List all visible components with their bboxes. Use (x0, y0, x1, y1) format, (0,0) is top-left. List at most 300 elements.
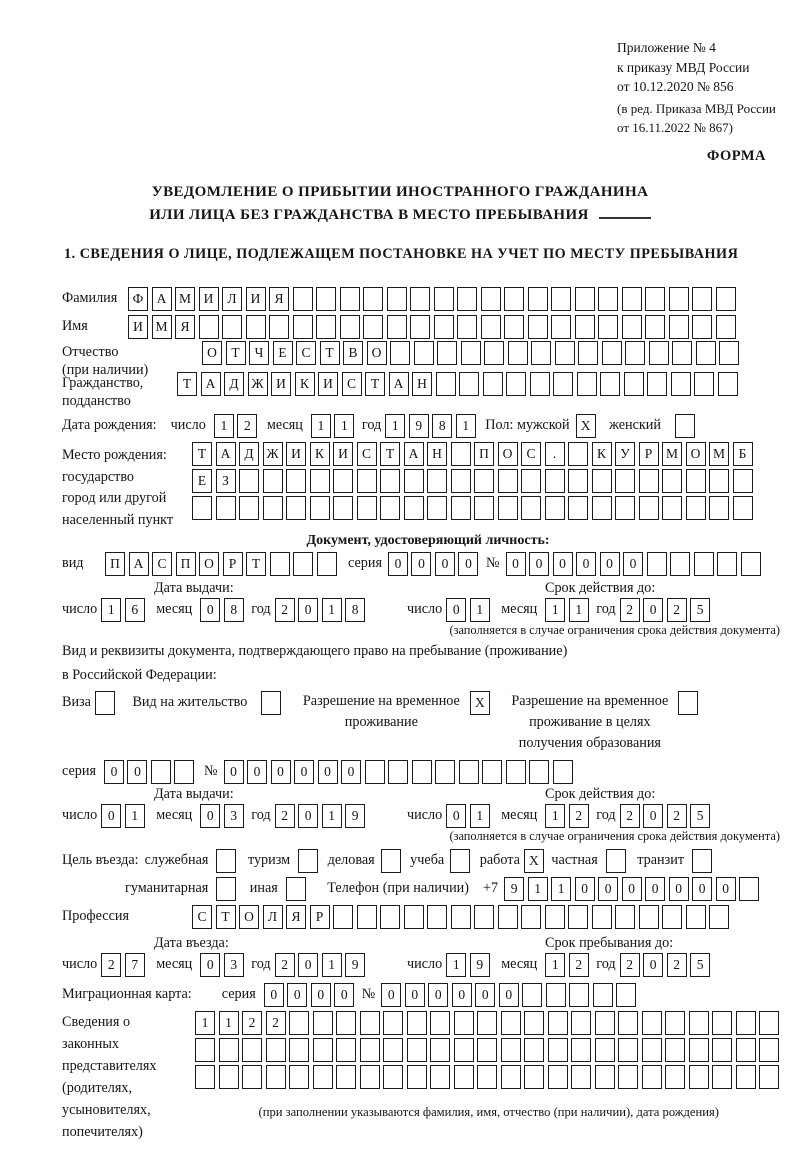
char-cell[interactable]: О (202, 341, 222, 365)
char-cell[interactable]: А (389, 372, 409, 396)
char-cell[interactable]: П (105, 552, 125, 576)
char-cell[interactable] (313, 1038, 333, 1062)
char-cell[interactable]: 2 (569, 804, 589, 828)
char-cell[interactable]: Т (246, 552, 266, 576)
char-cell[interactable]: X (524, 849, 544, 873)
char-cell[interactable]: И (333, 442, 353, 466)
char-cell[interactable]: О (367, 341, 387, 365)
char-cell[interactable] (430, 1011, 450, 1035)
char-cell[interactable]: 0 (446, 804, 466, 828)
char-cell[interactable] (317, 552, 337, 576)
char-cell[interactable]: 1 (101, 598, 121, 622)
char-cell[interactable]: 0 (499, 983, 519, 1007)
char-cell[interactable] (336, 1038, 356, 1062)
char-cell[interactable] (501, 1065, 521, 1089)
char-cell[interactable] (568, 905, 588, 929)
char-cell[interactable]: 2 (667, 804, 687, 828)
char-cell[interactable] (434, 315, 454, 339)
char-cell[interactable]: 1 (446, 953, 466, 977)
char-cell[interactable] (571, 1011, 591, 1035)
char-cell[interactable] (336, 1011, 356, 1035)
char-cell[interactable] (649, 341, 669, 365)
char-cell[interactable] (313, 1011, 333, 1035)
char-cell[interactable] (404, 905, 424, 929)
char-cell[interactable] (709, 469, 729, 493)
char-cell[interactable] (568, 469, 588, 493)
char-cell[interactable] (622, 315, 642, 339)
char-cell[interactable] (575, 287, 595, 311)
char-cell[interactable] (310, 469, 330, 493)
char-cell[interactable]: Я (269, 287, 289, 311)
char-cell[interactable]: 0 (553, 552, 573, 576)
char-cell[interactable]: 2 (237, 414, 257, 438)
char-cell[interactable]: 1 (195, 1011, 215, 1035)
char-cell[interactable] (459, 760, 479, 784)
char-cell[interactable] (289, 1065, 309, 1089)
char-cell[interactable] (665, 1065, 685, 1089)
char-cell[interactable] (437, 341, 457, 365)
char-cell[interactable] (293, 552, 313, 576)
char-cell[interactable] (545, 905, 565, 929)
char-cell[interactable] (645, 287, 665, 311)
char-cell[interactable]: О (199, 552, 219, 576)
char-cell[interactable] (363, 287, 383, 311)
char-cell[interactable] (709, 905, 729, 929)
char-cell[interactable]: Л (263, 905, 283, 929)
char-cell[interactable] (639, 496, 659, 520)
char-cell[interactable]: Ж (263, 442, 283, 466)
char-cell[interactable]: К (592, 442, 612, 466)
char-cell[interactable] (387, 287, 407, 311)
char-cell[interactable]: 0 (622, 877, 642, 901)
char-cell[interactable] (665, 1011, 685, 1035)
char-cell[interactable] (242, 1038, 262, 1062)
char-cell[interactable] (712, 1038, 732, 1062)
char-cell[interactable] (736, 1011, 756, 1035)
char-cell[interactable]: С (192, 905, 212, 929)
char-cell[interactable] (363, 315, 383, 339)
char-cell[interactable] (689, 1065, 709, 1089)
char-cell[interactable] (459, 372, 479, 396)
char-cell[interactable] (592, 469, 612, 493)
char-cell[interactable]: А (152, 287, 172, 311)
char-cell[interactable]: Т (380, 442, 400, 466)
char-cell[interactable] (427, 496, 447, 520)
char-cell[interactable]: М (175, 287, 195, 311)
char-cell[interactable]: 9 (345, 953, 365, 977)
char-cell[interactable]: 1 (385, 414, 405, 438)
char-cell[interactable] (571, 1065, 591, 1089)
char-cell[interactable] (718, 372, 738, 396)
char-cell[interactable]: 0 (381, 983, 401, 1007)
char-cell[interactable] (477, 1038, 497, 1062)
char-cell[interactable] (616, 983, 636, 1007)
char-cell[interactable]: П (474, 442, 494, 466)
char-cell[interactable] (733, 496, 753, 520)
char-cell[interactable] (618, 1011, 638, 1035)
char-cell[interactable]: 0 (341, 760, 361, 784)
char-cell[interactable] (451, 442, 471, 466)
char-cell[interactable] (528, 315, 548, 339)
char-cell[interactable] (553, 760, 573, 784)
char-cell[interactable] (669, 315, 689, 339)
char-cell[interactable] (357, 469, 377, 493)
char-cell[interactable] (427, 469, 447, 493)
char-cell[interactable] (719, 341, 739, 365)
char-cell[interactable] (474, 496, 494, 520)
char-cell[interactable]: 2 (266, 1011, 286, 1035)
char-cell[interactable]: Т (216, 905, 236, 929)
char-cell[interactable] (289, 1038, 309, 1062)
char-cell[interactable] (521, 469, 541, 493)
char-cell[interactable] (174, 760, 194, 784)
char-cell[interactable]: С (357, 442, 377, 466)
char-cell[interactable]: 1 (551, 877, 571, 901)
char-cell[interactable] (694, 372, 714, 396)
char-cell[interactable]: 2 (667, 598, 687, 622)
char-cell[interactable]: И (246, 287, 266, 311)
char-cell[interactable]: Л (222, 287, 242, 311)
char-cell[interactable] (410, 287, 430, 311)
char-cell[interactable] (524, 1038, 544, 1062)
char-cell[interactable] (568, 442, 588, 466)
char-cell[interactable] (577, 372, 597, 396)
char-cell[interactable] (239, 469, 259, 493)
char-cell[interactable]: 0 (101, 804, 121, 828)
char-cell[interactable] (595, 1038, 615, 1062)
char-cell[interactable] (689, 1011, 709, 1035)
char-cell[interactable] (625, 341, 645, 365)
char-cell[interactable] (269, 315, 289, 339)
char-cell[interactable] (313, 1065, 333, 1089)
char-cell[interactable] (333, 469, 353, 493)
char-cell[interactable] (404, 496, 424, 520)
char-cell[interactable]: Р (639, 442, 659, 466)
char-cell[interactable] (639, 905, 659, 929)
char-cell[interactable] (686, 905, 706, 929)
char-cell[interactable]: 2 (620, 598, 640, 622)
char-cell[interactable] (545, 496, 565, 520)
char-cell[interactable]: В (343, 341, 363, 365)
char-cell[interactable]: И (318, 372, 338, 396)
char-cell[interactable] (647, 372, 667, 396)
char-cell[interactable]: К (310, 442, 330, 466)
char-cell[interactable]: 0 (716, 877, 736, 901)
char-cell[interactable]: И (199, 287, 219, 311)
char-cell[interactable] (548, 1038, 568, 1062)
char-cell[interactable]: 1 (322, 598, 342, 622)
char-cell[interactable]: 0 (411, 552, 431, 576)
char-cell[interactable] (434, 287, 454, 311)
char-cell[interactable] (365, 760, 385, 784)
char-cell[interactable] (454, 1038, 474, 1062)
char-cell[interactable]: 0 (598, 877, 618, 901)
char-cell[interactable] (239, 496, 259, 520)
char-cell[interactable] (427, 905, 447, 929)
char-cell[interactable] (450, 849, 470, 873)
char-cell[interactable] (477, 1011, 497, 1035)
char-cell[interactable]: 0 (692, 877, 712, 901)
char-cell[interactable] (672, 341, 692, 365)
char-cell[interactable] (689, 1038, 709, 1062)
char-cell[interactable] (195, 1065, 215, 1089)
char-cell[interactable]: Н (412, 372, 432, 396)
char-cell[interactable]: 2 (667, 953, 687, 977)
char-cell[interactable]: 1 (545, 598, 565, 622)
char-cell[interactable]: 8 (345, 598, 365, 622)
char-cell[interactable] (484, 341, 504, 365)
char-cell[interactable] (451, 469, 471, 493)
char-cell[interactable]: 0 (271, 760, 291, 784)
char-cell[interactable] (430, 1038, 450, 1062)
char-cell[interactable] (360, 1065, 380, 1089)
char-cell[interactable] (524, 1065, 544, 1089)
char-cell[interactable]: 0 (200, 953, 220, 977)
char-cell[interactable]: 0 (298, 953, 318, 977)
char-cell[interactable]: Т (192, 442, 212, 466)
char-cell[interactable]: 0 (575, 877, 595, 901)
char-cell[interactable] (474, 469, 494, 493)
char-cell[interactable] (407, 1038, 427, 1062)
char-cell[interactable] (662, 469, 682, 493)
char-cell[interactable]: 2 (242, 1011, 262, 1035)
char-cell[interactable] (95, 691, 115, 715)
char-cell[interactable] (451, 496, 471, 520)
char-cell[interactable] (759, 1065, 779, 1089)
char-cell[interactable] (383, 1038, 403, 1062)
char-cell[interactable] (741, 552, 761, 576)
char-cell[interactable] (261, 691, 281, 715)
char-cell[interactable] (451, 905, 471, 929)
char-cell[interactable] (759, 1038, 779, 1062)
char-cell[interactable] (498, 905, 518, 929)
char-cell[interactable] (242, 1065, 262, 1089)
char-cell[interactable]: Р (223, 552, 243, 576)
char-cell[interactable]: 2 (620, 804, 640, 828)
char-cell[interactable] (571, 1038, 591, 1062)
char-cell[interactable]: 1 (545, 953, 565, 977)
char-cell[interactable] (521, 496, 541, 520)
char-cell[interactable] (524, 1011, 544, 1035)
char-cell[interactable] (360, 1011, 380, 1035)
char-cell[interactable] (575, 315, 595, 339)
char-cell[interactable] (504, 287, 524, 311)
char-cell[interactable]: 0 (247, 760, 267, 784)
char-cell[interactable] (606, 849, 626, 873)
char-cell[interactable] (529, 760, 549, 784)
char-cell[interactable] (662, 496, 682, 520)
char-cell[interactable]: Д (224, 372, 244, 396)
char-cell[interactable] (222, 315, 242, 339)
char-cell[interactable] (736, 1065, 756, 1089)
char-cell[interactable] (569, 983, 589, 1007)
char-cell[interactable]: Ж (248, 372, 268, 396)
char-cell[interactable] (246, 315, 266, 339)
char-cell[interactable]: Т (177, 372, 197, 396)
char-cell[interactable] (733, 469, 753, 493)
char-cell[interactable] (712, 1065, 732, 1089)
char-cell[interactable]: 1 (311, 414, 331, 438)
char-cell[interactable]: 2 (275, 953, 295, 977)
char-cell[interactable] (387, 315, 407, 339)
char-cell[interactable]: . (545, 442, 565, 466)
char-cell[interactable]: А (201, 372, 221, 396)
char-cell[interactable] (639, 469, 659, 493)
char-cell[interactable] (266, 1038, 286, 1062)
char-cell[interactable]: 9 (470, 953, 490, 977)
char-cell[interactable]: 2 (275, 804, 295, 828)
char-cell[interactable] (333, 905, 353, 929)
char-cell[interactable] (759, 1011, 779, 1035)
char-cell[interactable] (407, 1065, 427, 1089)
char-cell[interactable] (289, 1011, 309, 1035)
char-cell[interactable] (545, 469, 565, 493)
char-cell[interactable]: Я (175, 315, 195, 339)
char-cell[interactable] (553, 372, 573, 396)
char-cell[interactable]: 2 (101, 953, 121, 977)
char-cell[interactable] (592, 905, 612, 929)
char-cell[interactable]: 1 (456, 414, 476, 438)
char-cell[interactable] (360, 1038, 380, 1062)
char-cell[interactable]: 0 (287, 983, 307, 1007)
char-cell[interactable] (671, 372, 691, 396)
char-cell[interactable] (151, 760, 171, 784)
char-cell[interactable]: 0 (458, 552, 478, 576)
char-cell[interactable] (647, 552, 667, 576)
char-cell[interactable] (414, 341, 434, 365)
char-cell[interactable]: Ч (249, 341, 269, 365)
char-cell[interactable] (340, 287, 360, 311)
char-cell[interactable] (600, 372, 620, 396)
char-cell[interactable]: Т (226, 341, 246, 365)
char-cell[interactable]: 0 (298, 598, 318, 622)
char-cell[interactable]: 0 (623, 552, 643, 576)
char-cell[interactable]: 1 (470, 804, 490, 828)
char-cell[interactable]: Р (310, 905, 330, 929)
char-cell[interactable]: 1 (470, 598, 490, 622)
char-cell[interactable] (483, 372, 503, 396)
char-cell[interactable]: 0 (200, 598, 220, 622)
char-cell[interactable] (546, 983, 566, 1007)
char-cell[interactable] (298, 849, 318, 873)
char-cell[interactable] (662, 905, 682, 929)
char-cell[interactable] (435, 760, 455, 784)
char-cell[interactable]: С (521, 442, 541, 466)
char-cell[interactable] (692, 849, 712, 873)
char-cell[interactable] (548, 1011, 568, 1035)
char-cell[interactable] (316, 287, 336, 311)
char-cell[interactable] (461, 341, 481, 365)
char-cell[interactable] (595, 1011, 615, 1035)
char-cell[interactable] (712, 1011, 732, 1035)
char-cell[interactable]: 1 (569, 598, 589, 622)
char-cell[interactable]: И (271, 372, 291, 396)
char-cell[interactable]: 0 (576, 552, 596, 576)
char-cell[interactable] (615, 469, 635, 493)
char-cell[interactable] (336, 1065, 356, 1089)
char-cell[interactable] (692, 315, 712, 339)
char-cell[interactable]: 0 (452, 983, 472, 1007)
char-cell[interactable]: С (152, 552, 172, 576)
char-cell[interactable]: 1 (214, 414, 234, 438)
char-cell[interactable] (592, 496, 612, 520)
char-cell[interactable]: М (152, 315, 172, 339)
char-cell[interactable] (293, 315, 313, 339)
char-cell[interactable]: Я (286, 905, 306, 929)
char-cell[interactable]: К (295, 372, 315, 396)
char-cell[interactable] (380, 905, 400, 929)
char-cell[interactable] (692, 287, 712, 311)
char-cell[interactable]: 0 (334, 983, 354, 1007)
char-cell[interactable]: 0 (200, 804, 220, 828)
char-cell[interactable]: Т (320, 341, 340, 365)
char-cell[interactable] (504, 315, 524, 339)
char-cell[interactable] (333, 496, 353, 520)
char-cell[interactable]: 0 (388, 552, 408, 576)
char-cell[interactable] (598, 287, 618, 311)
char-cell[interactable]: 9 (345, 804, 365, 828)
char-cell[interactable] (568, 496, 588, 520)
char-cell[interactable] (454, 1011, 474, 1035)
char-cell[interactable] (508, 341, 528, 365)
char-cell[interactable]: X (470, 691, 490, 715)
char-cell[interactable] (216, 849, 236, 873)
char-cell[interactable] (716, 315, 736, 339)
char-cell[interactable]: С (296, 341, 316, 365)
char-cell[interactable] (481, 315, 501, 339)
char-cell[interactable] (219, 1065, 239, 1089)
char-cell[interactable] (481, 287, 501, 311)
char-cell[interactable]: И (128, 315, 148, 339)
char-cell[interactable] (624, 372, 644, 396)
char-cell[interactable] (678, 691, 698, 715)
char-cell[interactable] (340, 315, 360, 339)
char-cell[interactable]: 0 (600, 552, 620, 576)
char-cell[interactable] (388, 760, 408, 784)
char-cell[interactable] (618, 1065, 638, 1089)
char-cell[interactable]: 0 (104, 760, 124, 784)
char-cell[interactable] (457, 287, 477, 311)
char-cell[interactable]: У (615, 442, 635, 466)
char-cell[interactable]: 1 (545, 804, 565, 828)
char-cell[interactable] (506, 372, 526, 396)
char-cell[interactable] (216, 877, 236, 901)
char-cell[interactable] (716, 287, 736, 311)
char-cell[interactable] (686, 496, 706, 520)
char-cell[interactable] (482, 760, 502, 784)
char-cell[interactable]: Е (273, 341, 293, 365)
char-cell[interactable] (266, 1065, 286, 1089)
char-cell[interactable] (501, 1038, 521, 1062)
char-cell[interactable]: 1 (322, 953, 342, 977)
char-cell[interactable]: А (129, 552, 149, 576)
char-cell[interactable]: X (576, 414, 596, 438)
char-cell[interactable]: 0 (643, 953, 663, 977)
char-cell[interactable] (454, 1065, 474, 1089)
char-cell[interactable] (618, 1038, 638, 1062)
char-cell[interactable] (694, 552, 714, 576)
char-cell[interactable] (474, 905, 494, 929)
char-cell[interactable] (670, 552, 690, 576)
char-cell[interactable] (199, 315, 219, 339)
char-cell[interactable] (645, 315, 665, 339)
char-cell[interactable] (457, 315, 477, 339)
char-cell[interactable] (192, 496, 212, 520)
char-cell[interactable]: 1 (334, 414, 354, 438)
char-cell[interactable] (407, 1011, 427, 1035)
char-cell[interactable] (736, 1038, 756, 1062)
char-cell[interactable]: 0 (127, 760, 147, 784)
